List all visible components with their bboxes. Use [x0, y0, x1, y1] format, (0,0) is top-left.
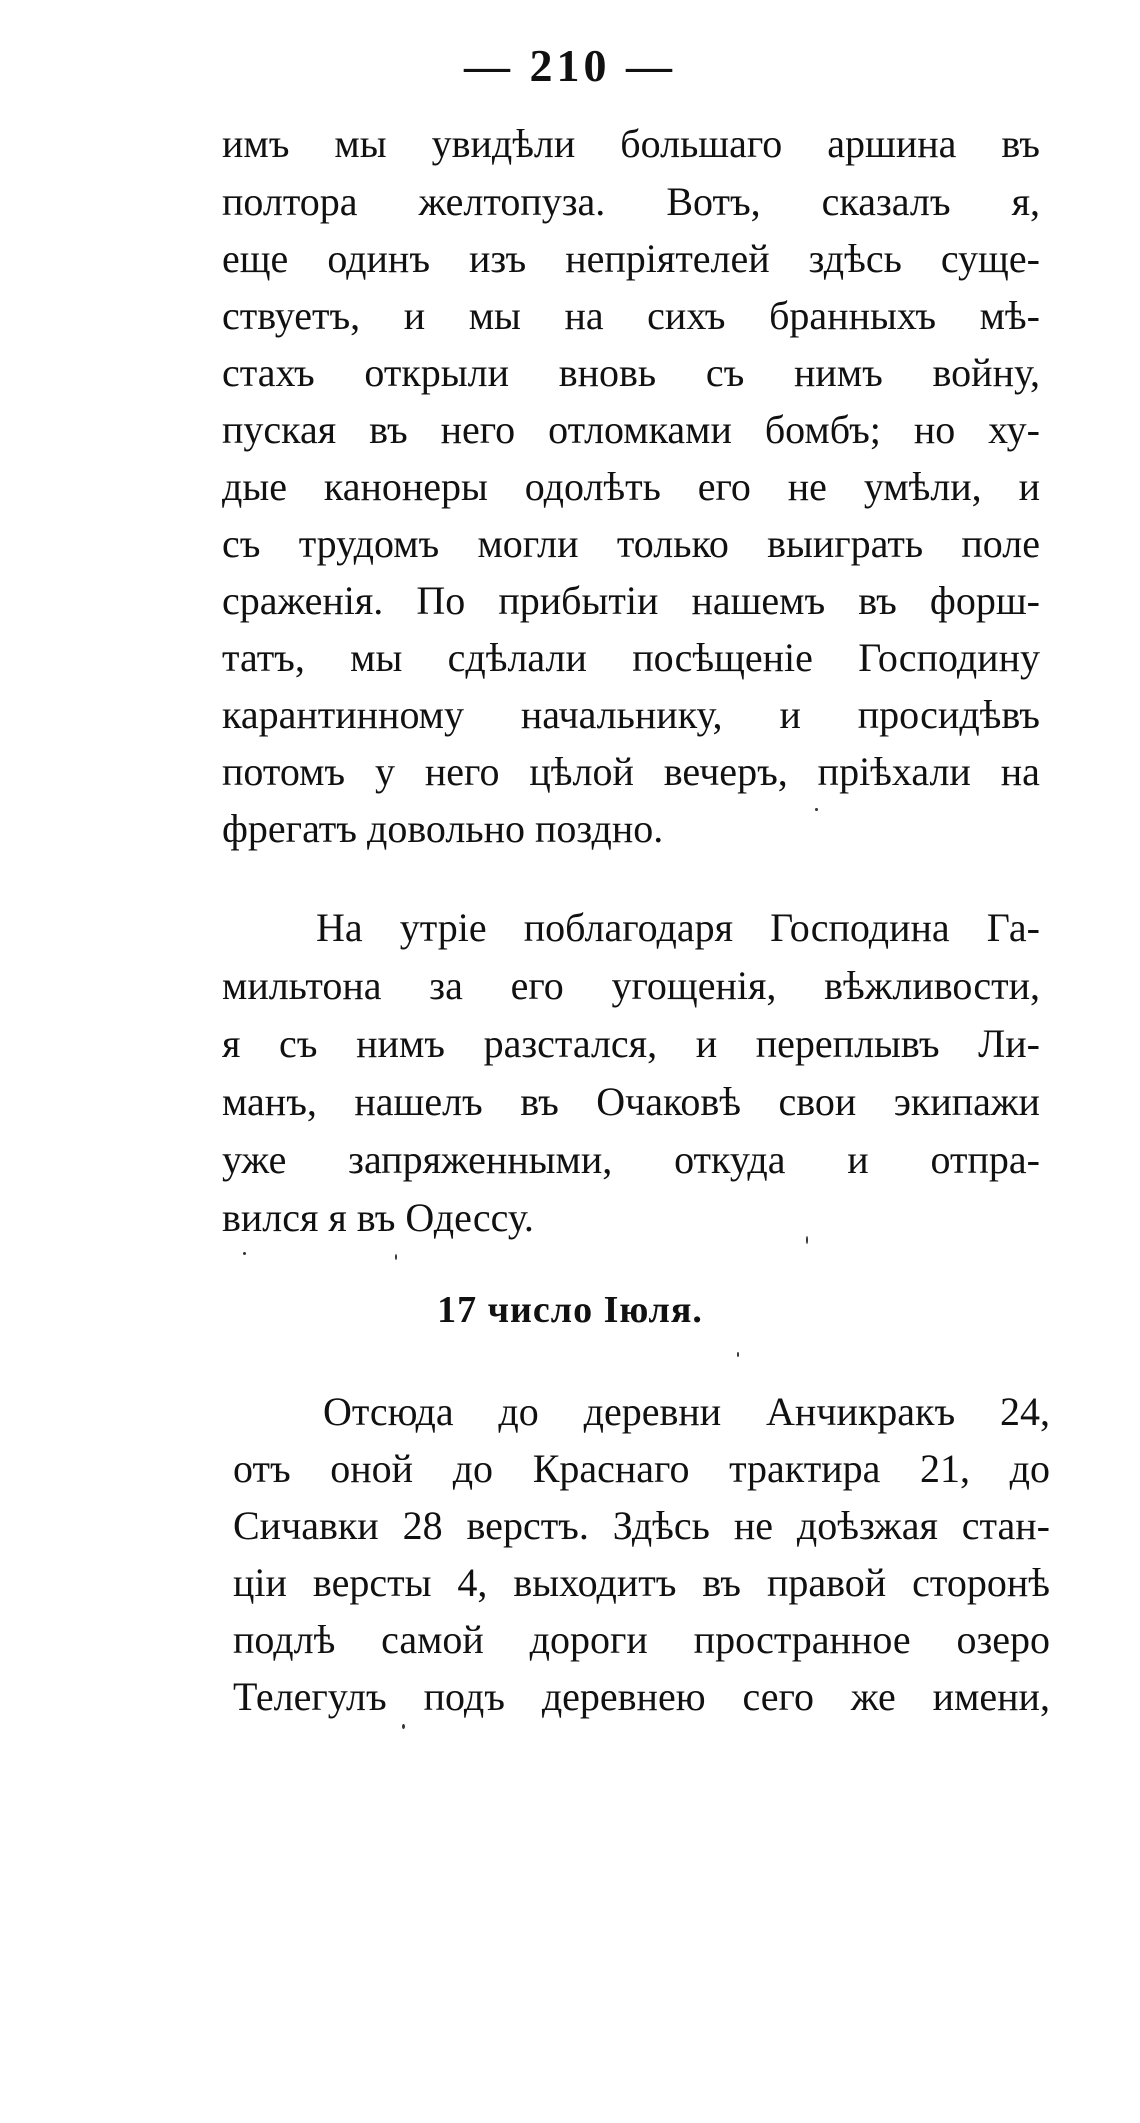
word: По: [416, 578, 466, 623]
paragraph-line: [323, 1386, 1050, 1438]
word: сихъ: [647, 293, 726, 338]
word: оной: [330, 1446, 414, 1491]
word: съ: [279, 1021, 318, 1066]
word: запряженными,: [348, 1137, 613, 1182]
word: Телегулъ: [233, 1674, 387, 1719]
word: нимъ: [794, 350, 883, 395]
word: въ: [858, 578, 897, 623]
word: пуская: [222, 407, 337, 452]
word: деревнею: [541, 1674, 706, 1719]
word: стахъ: [222, 350, 315, 395]
word: и: [1018, 464, 1040, 509]
word: отпра-: [930, 1137, 1040, 1182]
word: татъ,: [222, 635, 305, 680]
word: манъ,: [222, 1079, 317, 1124]
word: до: [1009, 1446, 1050, 1491]
word: него: [440, 407, 516, 452]
paragraph-line: [222, 632, 1040, 684]
word: откуда: [674, 1137, 786, 1182]
word: мильтона: [222, 963, 382, 1008]
word: до: [452, 1446, 494, 1491]
word: поблагодаря: [523, 905, 733, 950]
scan-speck: [243, 1252, 246, 1255]
word: за: [429, 963, 463, 1008]
word: свои: [778, 1079, 857, 1124]
paragraph-line: [233, 1557, 1050, 1609]
word: отъ: [233, 1446, 291, 1491]
word: 21,: [919, 1446, 970, 1491]
word: подъ: [423, 1674, 505, 1719]
word: Вотъ,: [666, 179, 761, 224]
word: большаго: [620, 121, 783, 166]
word: на: [564, 293, 604, 338]
word: въ: [520, 1079, 559, 1124]
word: 24,: [1000, 1389, 1050, 1434]
word: имъ: [222, 121, 290, 166]
paragraph-line: [222, 1018, 1040, 1070]
word: сего: [742, 1674, 814, 1719]
word: канонеры: [323, 464, 488, 509]
word: нашелъ: [354, 1079, 483, 1124]
word: версты: [312, 1560, 432, 1605]
word: Господина: [770, 905, 950, 950]
paragraph-line: [222, 404, 1040, 456]
word: уже: [222, 1137, 287, 1182]
paragraph-line: [222, 290, 1040, 342]
word: мы: [334, 121, 387, 166]
word: одинъ: [327, 236, 431, 281]
word: только: [616, 521, 729, 566]
word: его: [510, 963, 564, 1008]
word: Сичавки: [233, 1503, 379, 1548]
word: переплывъ: [755, 1021, 940, 1066]
paragraph-line: [222, 176, 1040, 228]
paragraph-line: [222, 233, 1040, 285]
word: Ли-: [978, 1021, 1040, 1066]
word: отломками: [548, 407, 732, 452]
word: изъ: [469, 236, 527, 281]
word: имени,: [932, 1674, 1050, 1719]
scan-speck: [815, 808, 818, 811]
word: бомбъ;: [764, 407, 881, 452]
word: сраженія.: [222, 578, 384, 623]
word: у: [374, 749, 395, 794]
scan-speck: [395, 1254, 397, 1260]
word: потомъ: [222, 749, 346, 794]
word: угощенія,: [611, 963, 777, 1008]
word: трудомъ: [298, 521, 440, 566]
word: Здѣсь: [612, 1503, 710, 1548]
word: сказалъ: [821, 179, 951, 224]
word: Господину: [858, 635, 1040, 680]
paragraph-line: фрегатъ довольно поздно.: [222, 806, 664, 851]
word: форш-: [929, 578, 1040, 623]
word: подлѣ: [233, 1617, 336, 1662]
word: ху-: [988, 407, 1040, 452]
word: поле: [961, 521, 1040, 566]
word: пространное: [693, 1617, 911, 1662]
word: На: [316, 905, 363, 950]
word: и: [847, 1137, 869, 1182]
word: на: [1000, 749, 1040, 794]
word: бранныхъ: [769, 293, 937, 338]
word: деревни: [583, 1389, 722, 1434]
paragraph-line: [222, 347, 1040, 399]
paragraph-line: [233, 1671, 1050, 1723]
word: сторонѣ: [912, 1560, 1050, 1605]
word: начальнику,: [520, 692, 723, 737]
word: Анчикракъ: [766, 1389, 956, 1434]
word: посѣщеніе: [632, 635, 813, 680]
word: экипажи: [893, 1079, 1040, 1124]
word: мѣ-: [979, 293, 1040, 338]
word: его: [697, 464, 751, 509]
word: выходитъ: [513, 1560, 677, 1605]
word: аршина: [827, 121, 957, 166]
paragraph-line: [222, 960, 1040, 1012]
paragraph-line: [222, 1134, 1040, 1186]
word: я: [222, 1021, 241, 1066]
word: въ: [1001, 121, 1040, 166]
word: въ: [369, 407, 408, 452]
word: утріе: [399, 905, 487, 950]
word: самой: [381, 1617, 484, 1662]
word: Очаковѣ: [596, 1079, 741, 1124]
word: вновь: [558, 350, 657, 395]
word: Краснаго: [532, 1446, 690, 1491]
word: разстался,: [483, 1021, 658, 1066]
word: съ: [222, 521, 261, 566]
word: желтопуза.: [418, 179, 606, 224]
word: дороги: [529, 1617, 648, 1662]
word: сдѣлали: [447, 635, 587, 680]
word: мы: [350, 635, 403, 680]
word: него: [424, 749, 500, 794]
word: пріѣхали: [817, 749, 971, 794]
word: вѣжливости,: [824, 963, 1040, 1008]
word: я,: [1011, 179, 1040, 224]
scan-speck: [402, 1724, 405, 1729]
paragraph-line: [222, 518, 1040, 570]
word: карантинному: [222, 692, 464, 737]
paragraph-line: вился я въ Одессу.: [222, 1195, 534, 1240]
word: съ: [705, 350, 745, 395]
word: ствуетъ,: [222, 293, 361, 338]
word: озеро: [956, 1617, 1050, 1662]
word: но: [913, 407, 956, 452]
word: ціи: [233, 1560, 287, 1605]
word: въ: [702, 1560, 741, 1605]
word: полтора: [222, 179, 358, 224]
word: и: [403, 293, 426, 338]
word: доѣзжая: [796, 1503, 938, 1548]
paragraph-line: [222, 746, 1040, 798]
word: цѣлой: [529, 749, 634, 794]
word: открыли: [364, 350, 509, 395]
paragraph-line: [222, 689, 1040, 741]
word: до: [498, 1389, 539, 1434]
paragraph-line: [222, 1076, 1040, 1128]
word: просидѣвъ: [857, 692, 1040, 737]
word: еще: [222, 236, 289, 281]
word: трактира: [729, 1446, 881, 1491]
word: нимъ: [356, 1021, 445, 1066]
word: вечеръ,: [663, 749, 788, 794]
word: прибытіи: [498, 578, 659, 623]
word: умѣли,: [863, 464, 982, 509]
word: увидѣли: [431, 121, 576, 166]
word: не: [787, 464, 827, 509]
paragraph-line: [222, 118, 1040, 170]
word: могли: [477, 521, 579, 566]
scan-speck: [806, 1236, 808, 1244]
paragraph-line: [316, 902, 1040, 954]
word: Га-: [986, 905, 1040, 950]
word: же: [850, 1674, 896, 1719]
word: правой: [766, 1560, 887, 1605]
word: верстъ.: [466, 1503, 589, 1548]
word: Отсюда: [323, 1389, 454, 1434]
word: выиграть: [767, 521, 924, 566]
word: 4,: [457, 1560, 488, 1605]
word: и: [695, 1021, 718, 1066]
word: одолѣть: [524, 464, 661, 509]
paragraph-line: [233, 1614, 1050, 1666]
section-heading: 17 число Іюля.: [437, 1289, 703, 1331]
paragraph-line: [233, 1443, 1050, 1495]
word: 28: [402, 1503, 443, 1548]
word: здѣсь: [808, 236, 902, 281]
scan-speck: [737, 1352, 739, 1357]
word: суще-: [940, 236, 1040, 281]
paragraph-line: [233, 1500, 1050, 1552]
word: мы: [468, 293, 521, 338]
word: не: [733, 1503, 773, 1548]
word: войну,: [932, 350, 1040, 395]
paragraph-line: [222, 461, 1040, 513]
word: стан-: [961, 1503, 1050, 1548]
word: и: [779, 692, 801, 737]
paragraph-line: [222, 575, 1040, 627]
word: нашемъ: [691, 578, 826, 623]
word: непріятелей: [565, 236, 770, 281]
word: дые: [222, 464, 287, 509]
page-number: — 210 —: [464, 40, 676, 91]
